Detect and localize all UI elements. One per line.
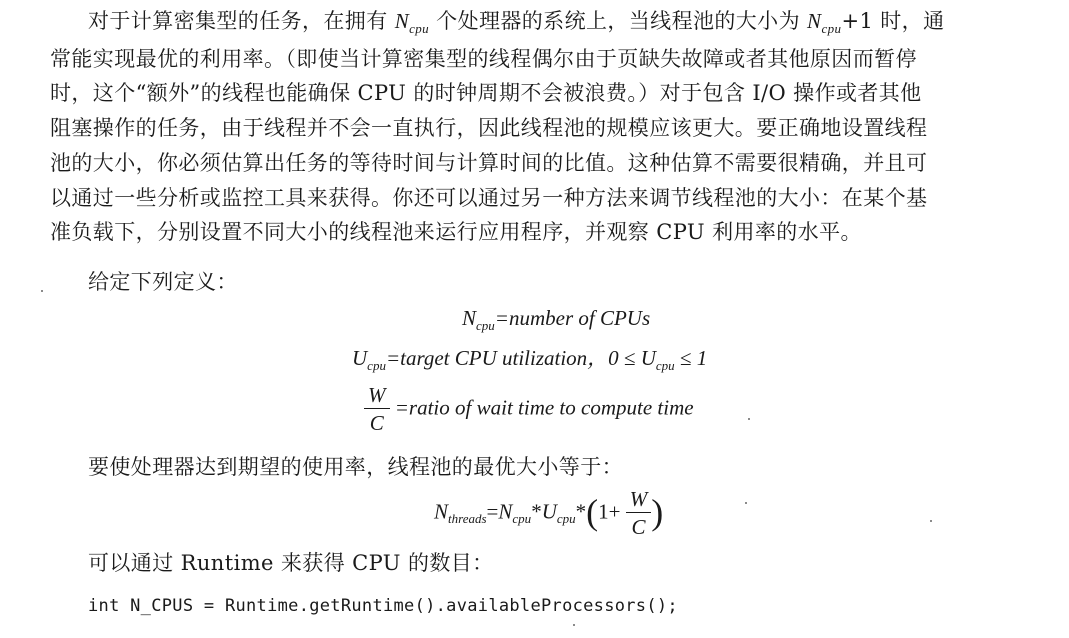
scan-speck: [930, 520, 932, 522]
paragraph-line: 常能实现最优的利用率。（即使当计算密集型的线程偶尔由于页缺失故障或者其他原因而暂停: [50, 46, 917, 71]
paragraph-line: [50, 4, 1045, 42]
paragraph-thread-pool-sizing: [50, 4, 1045, 250]
paragraph-runtime-intro: 可以通过 Runtime 来获得 CPU 的数目：: [88, 551, 494, 575]
paragraph-optimal-size-intro: 要使处理器达到期望的使用率，线程池的最优大小等于：: [88, 455, 623, 479]
math-n-cpu: $N_{cpu}$: [807, 9, 842, 36]
scan-speck: [745, 502, 747, 504]
definition-u-cpu: $U_{cpu}=target$ CPU utilization，$0 \le U_{cpu} \le 1$: [352, 346, 708, 373]
text-run: +1 时，通: [841, 9, 945, 33]
scan-speck: [748, 418, 750, 420]
scan-speck: [573, 624, 575, 626]
paragraph-line: 时，这个“额外”的线程也能确保 CPU 的时钟周期不会被浪费。）对于包含 I/O 操作或者其他: [50, 81, 922, 106]
code-snippet: int N_CPUS = Runtime.getRuntime().availableProcessors();: [88, 596, 678, 616]
math-n-cpu: $N_{cpu}$: [394, 9, 430, 36]
fraction-w-over-c: $\frac{W}{C}$: [626, 486, 652, 541]
paragraph-definitions-intro: 给定下列定义：: [88, 270, 238, 294]
scan-speck: [41, 290, 43, 292]
paragraph-line: 以通过一些分析或监控工具来获得。你还可以通过另一种方法来调节线程池的大小：在某个基: [50, 185, 928, 210]
formula-n-threads: $N_{threads}=N_{cpu}*U_{cpu}*(1+$ $\frac{W}{C}$ ): [434, 487, 664, 539]
paragraph-line: 池的大小，你必须估算出任务的等待时间与计算时间的比值。这种估算不需要很精确，并且可: [50, 150, 928, 175]
fraction-w-over-c: $\frac{W}{C}$: [364, 382, 390, 437]
text-run: 对于计算密集型的任务，在拥有: [88, 9, 395, 33]
definition-w-over-c: $\frac{W}{C}$ =ratio of wait time to compute time: [364, 382, 694, 437]
paragraph-line: 准负载下，分别设置不同大小的线程池来运行应用程序，并观察 CPU 利用率的水平。: [50, 220, 862, 245]
paragraph-line: 阻塞操作的任务，由于线程并不会一直执行，因此线程池的规模应该更大。要正确地设置线程: [50, 116, 928, 141]
text-run: 个处理器的系统上，当线程池的大小为: [429, 9, 808, 33]
definition-n-cpu: $N_{cpu}=number$ of CPUs: [462, 306, 651, 333]
